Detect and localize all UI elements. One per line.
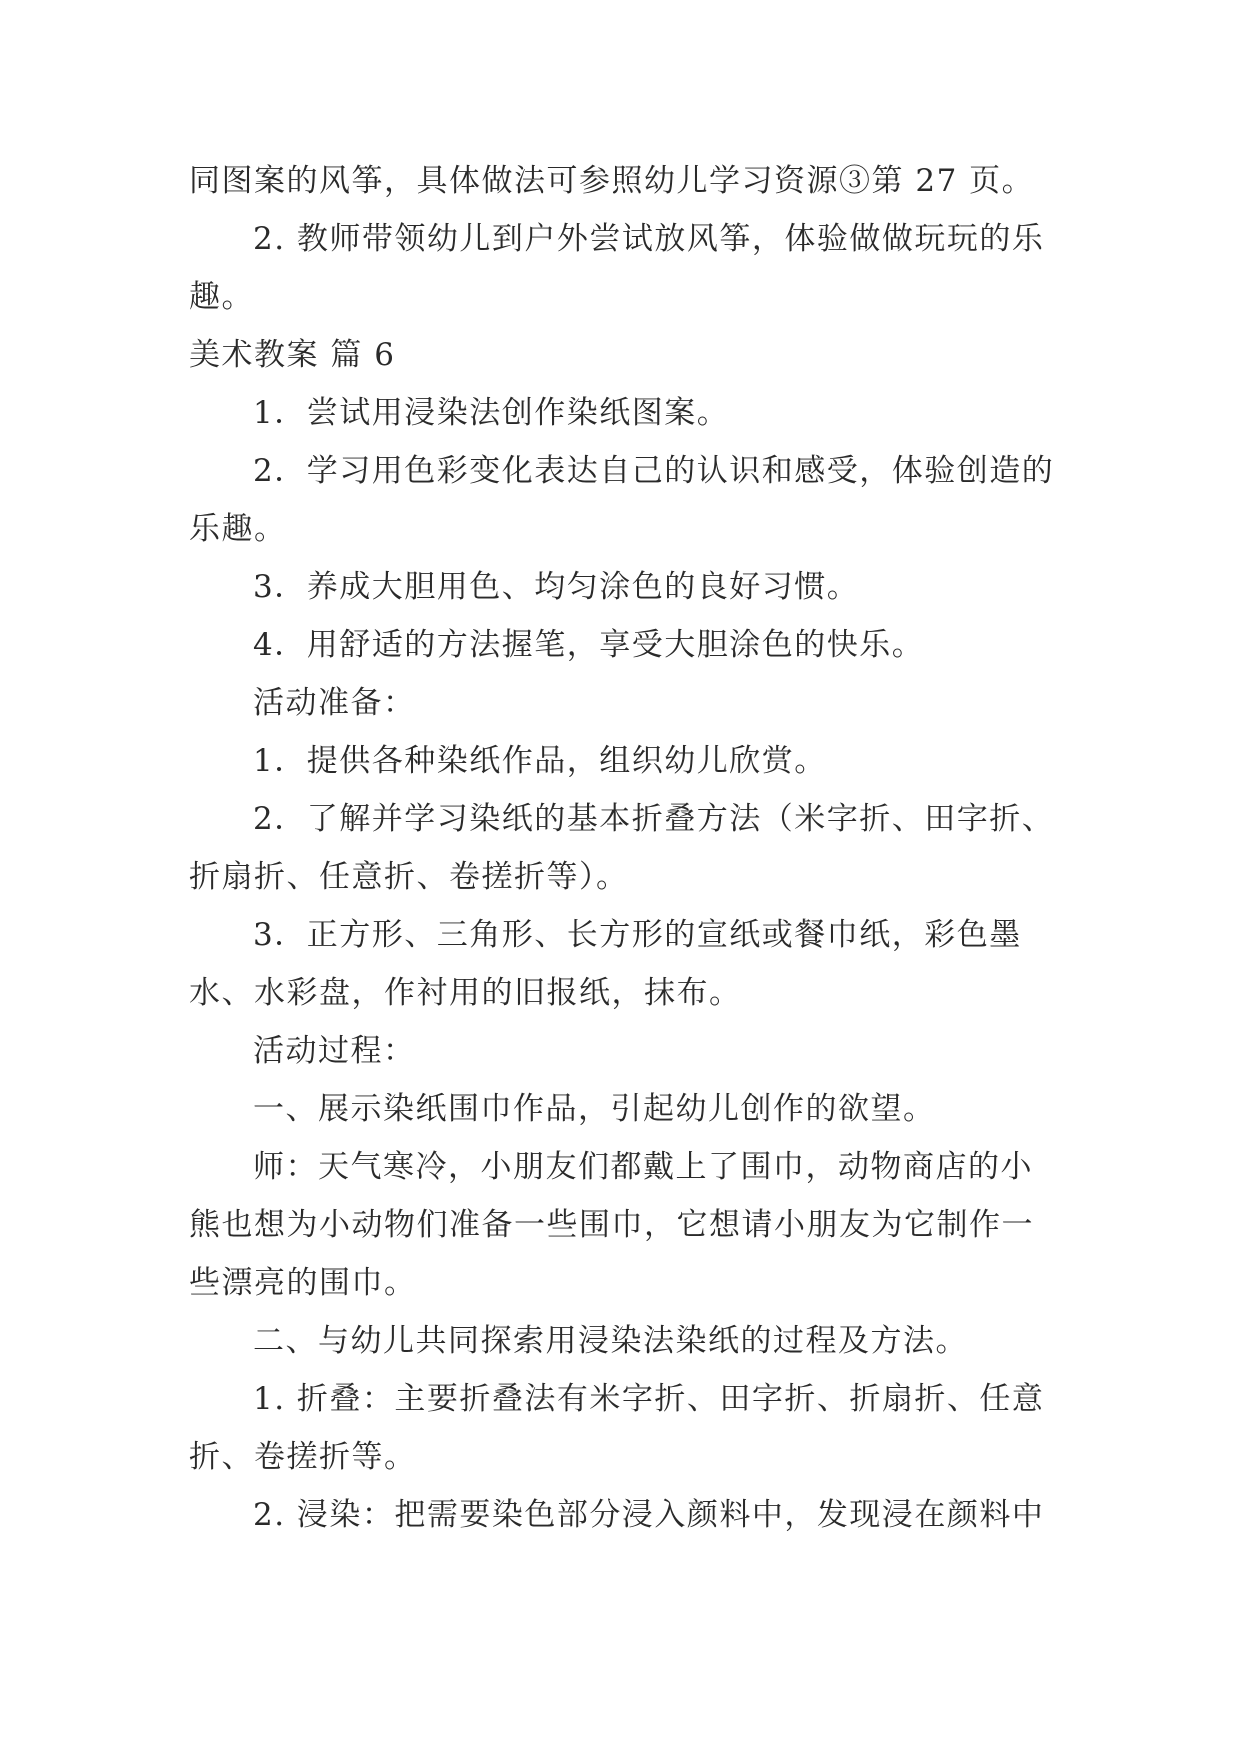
list-item: 3．正方形、三角形、长方形的宣纸或餐巾纸，彩色墨水、水彩盘，作衬用的旧报纸，抹布。	[189, 917, 1022, 1011]
list-item: 3．养成大胆用色、均匀涂色的良好习惯。	[253, 569, 860, 605]
list-item: 1．提供各种染纸作品，组织幼儿欣赏。	[253, 743, 827, 779]
list-item: 2．学习用色彩变化表达自己的认识和感受，体验创造的乐趣。	[189, 453, 1055, 547]
paragraph: 2. 教师带领幼儿到户外尝试放风筝，体验做做玩玩的乐趣。	[189, 221, 1045, 315]
list-item: 1．尝试用浸染法创作染纸图案。	[253, 395, 730, 431]
list-item: 2. 浸染：把需要染色部分浸入颜料中，发现浸在颜料中	[253, 1497, 1045, 1533]
list-item: 4．用舒适的方法握笔，享受大胆涂色的快乐。	[253, 627, 925, 663]
subheading: 活动准备：	[253, 685, 416, 721]
step-heading: 一、展示染纸围巾作品，引起幼儿创作的欲望。	[253, 1091, 936, 1127]
paragraph: 同图案的风筝，具体做法可参照幼儿学习资源③第 27 页。	[189, 163, 1035, 199]
paragraph: 师：天气寒冷，小朋友们都戴上了围巾，动物商店的小熊也想为小动物们准备一些围巾，它想请小朋友为它制作一些漂亮的围巾。	[189, 1149, 1034, 1301]
list-item: 2．了解并学习染纸的基本折叠方法（米字折、田字折、折扇折、任意折、卷搓折等）。	[189, 801, 1055, 895]
document-body	[189, 152, 1059, 1544]
step-heading: 二、与幼儿共同探索用浸染法染纸的过程及方法。	[253, 1323, 968, 1359]
list-item: 1. 折叠：主要折叠法有米字折、田字折、折扇折、任意折、卷搓折等。	[189, 1381, 1045, 1475]
subheading: 活动过程：	[253, 1033, 416, 1069]
section-heading: 美术教案 篇 6	[189, 337, 396, 373]
